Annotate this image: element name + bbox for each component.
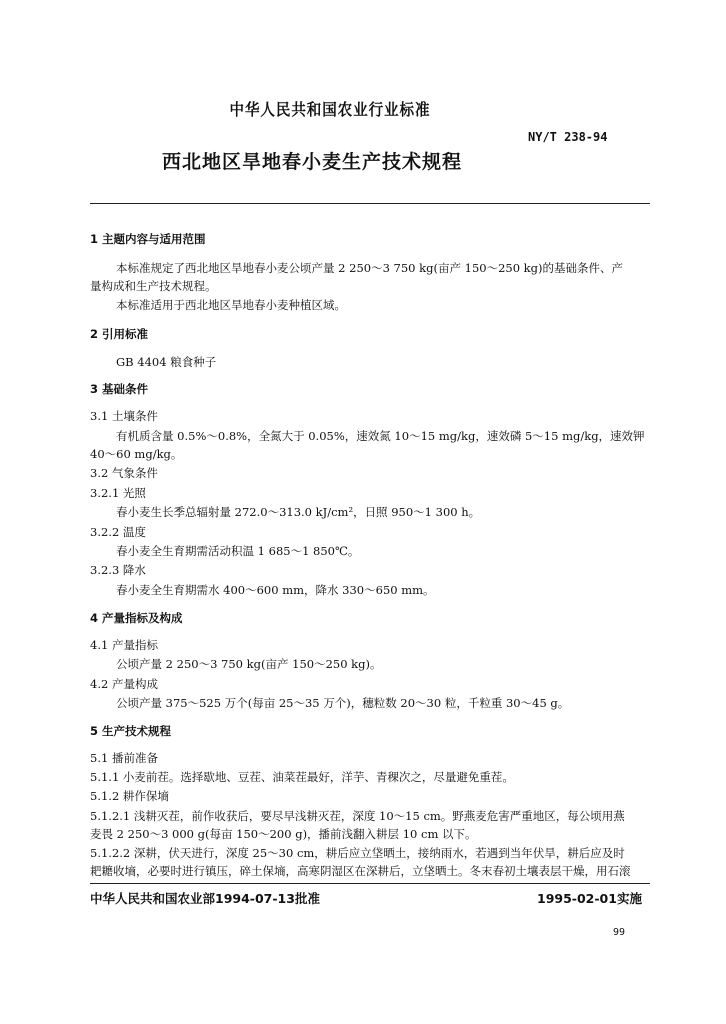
- page-number: 99: [613, 927, 626, 938]
- section-5-1-2-1-line-1: 5.1.2.1 浅耕灭茬，前作收获后，要尽早浅耕灭茬，深度 10～15 cm。野燕麦危害严重地区，每公顷用燕: [90, 809, 625, 823]
- section-5-1-heading: 5.1 播前准备: [90, 751, 158, 765]
- section-1-paragraph-1-line-2: 量构成和生产技术规程。: [90, 279, 217, 293]
- standard-code: NY/T 238-94: [528, 130, 608, 144]
- section-3-heading: 3 基础条件: [90, 382, 149, 396]
- section-1-heading: 1 主题内容与适用范围: [90, 232, 206, 246]
- section-5-1-2-1-line-2: 麦畏 2 250～3 000 g(每亩 150～200 g)，播前浅翻入耕层 10 cm 以下。: [90, 827, 477, 841]
- section-3-2-2-heading: 3.2.2 温度: [90, 525, 146, 539]
- section-3-1-line-2: 40～60 mg/kg。: [90, 447, 183, 461]
- section-4-2-text: 公顷产量 375～525 万个(每亩 25～35 万个)，穗粒数 20～30 粒，千粒重 30～45 g。: [116, 696, 570, 710]
- national-standard-header: 中华人民共和国农业行业标准: [229, 100, 431, 119]
- section-3-2-3-text: 春小麦全生育期需水 400～600 mm，降水 330～650 mm。: [116, 583, 435, 597]
- section-3-1-line-1: 有机质含量 0.5%～0.8%，全氮大于 0.05%，速效氮 10～15 mg/kg，速效磷 5～15 mg/kg，速效钾: [116, 429, 645, 443]
- section-3-2-3-heading: 3.2.3 降水: [90, 563, 146, 577]
- section-5-1-2-heading: 5.1.2 耕作保墒: [90, 789, 169, 803]
- section-4-heading: 4 产量指标及构成: [90, 611, 183, 625]
- section-3-2-heading: 3.2 气象条件: [90, 466, 158, 480]
- effective-date: 1995-02-01实施: [537, 891, 642, 906]
- section-3-2-1-text: 春小麦生长季总辐射量 272.0～313.0 kJ/cm²，日照 950～1 300 h。: [116, 505, 481, 519]
- section-3-1-heading: 3.1 土壤条件: [90, 409, 158, 423]
- section-4-1-text: 公顷产量 2 250～3 750 kg(亩产 150～250 kg)。: [116, 657, 382, 671]
- section-3-2-1-heading: 3.2.1 光照: [90, 486, 146, 500]
- approval-line: 中华人民共和国农业部1994-07-13批准: [90, 891, 320, 906]
- section-3-2-2-text: 春小麦全生育期需活动积温 1 685～1 850℃。: [116, 544, 360, 558]
- section-5-1-1-text: 5.1.1 小麦前茬。选择歇地、豆茬、油菜茬最好，洋芋、青稞次之，尽量避免重茬。: [90, 770, 514, 784]
- section-5-1-2-2-line-2: 耙耱收墒，必要时进行镇压，碎土保墒，高寒阴湿区在深耕后，立垡晒土。冬末春初土壤表层干燥，用石滚: [90, 864, 631, 878]
- section-4-2-heading: 4.2 产量构成: [90, 677, 158, 691]
- section-5-1-2-2-line-1: 5.1.2.2 深耕，伏天进行，深度 25～30 cm，耕后应立垡晒土，接纳雨水，若遇到当年伏旱，耕后应及时: [90, 846, 625, 860]
- title-rule: [90, 203, 650, 204]
- section-4-1-heading: 4.1 产量指标: [90, 638, 158, 652]
- standard-title: 西北地区旱地春小麦生产技术规程: [162, 151, 463, 173]
- section-2-heading: 2 引用标准: [90, 327, 149, 341]
- section-1-paragraph-2: 本标准适用于西北地区旱地春小麦种植区域。: [116, 298, 346, 312]
- footer-rule: [90, 883, 650, 884]
- section-1-paragraph-1-line-1: 本标准规定了西北地区旱地春小麦公顷产量 2 250～3 750 kg(亩产 150～250 kg)的基础条件、产: [116, 261, 623, 275]
- section-5-heading: 5 生产技术规程: [90, 724, 172, 738]
- section-2-reference: GB 4404 粮食种子: [116, 355, 217, 369]
